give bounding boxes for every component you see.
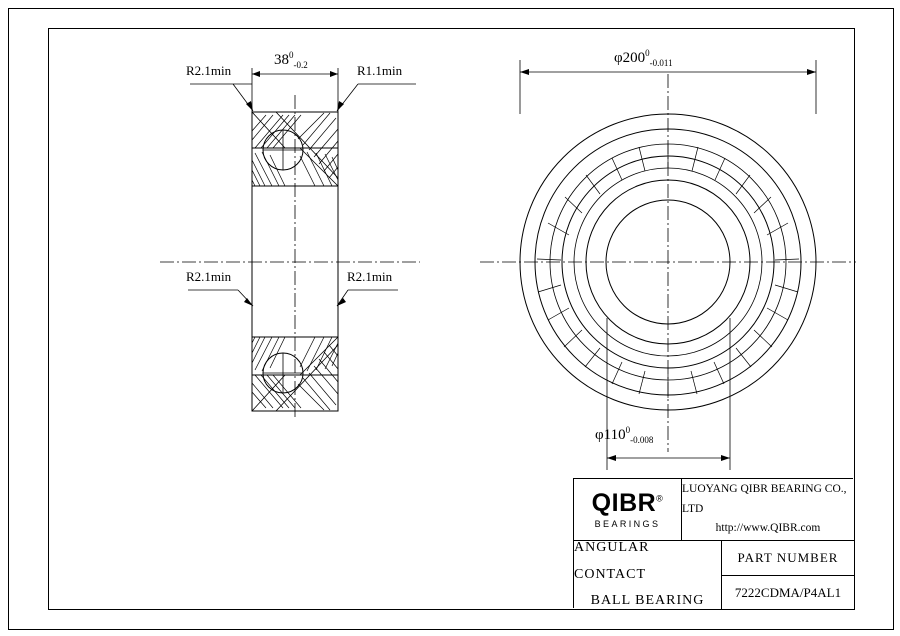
part-number-value: 7222CDMA/P4AL1 (734, 584, 842, 600)
chamfer-note-top-left: R2.1min (186, 63, 232, 78)
chamfer-note-top-right: R1.1min (357, 63, 403, 78)
part-number-cell (722, 541, 854, 609)
outer-diameter-dimension: $\varphi 200^0_{-0.011}$ (614, 48, 673, 68)
title-block-header-row (574, 479, 854, 541)
logo-tagline: BEARINGS (594, 518, 661, 529)
chamfer-note-bottom-left: R2.1min (186, 269, 232, 284)
title-block-detail-row (574, 541, 854, 609)
registered-trademark-icon: ® (656, 493, 664, 504)
section-width-dimension: $38^0_{-0.2}$ (274, 50, 308, 70)
product-description-line1: ANGULAR CONTACT (574, 540, 650, 582)
bore-diameter-dimension: $\varphi 110^0_{-0.008}$ (595, 425, 654, 445)
company-info (682, 479, 854, 540)
product-description (574, 541, 722, 609)
front-view-geometry (480, 60, 856, 470)
company-logo (574, 479, 682, 540)
logo-wordmark: QIBR® (591, 488, 664, 517)
company-name: LUOYANG QIBR BEARING CO., LTD (682, 483, 847, 515)
title-block (573, 478, 853, 608)
company-url: http://www.QIBR.com (715, 522, 821, 535)
part-number-label: PART NUMBER (722, 541, 854, 576)
chamfer-note-bottom-right: R2.1min (347, 269, 393, 284)
section-view-geometry (160, 68, 420, 420)
product-description-line2: BALL BEARING (590, 593, 705, 609)
